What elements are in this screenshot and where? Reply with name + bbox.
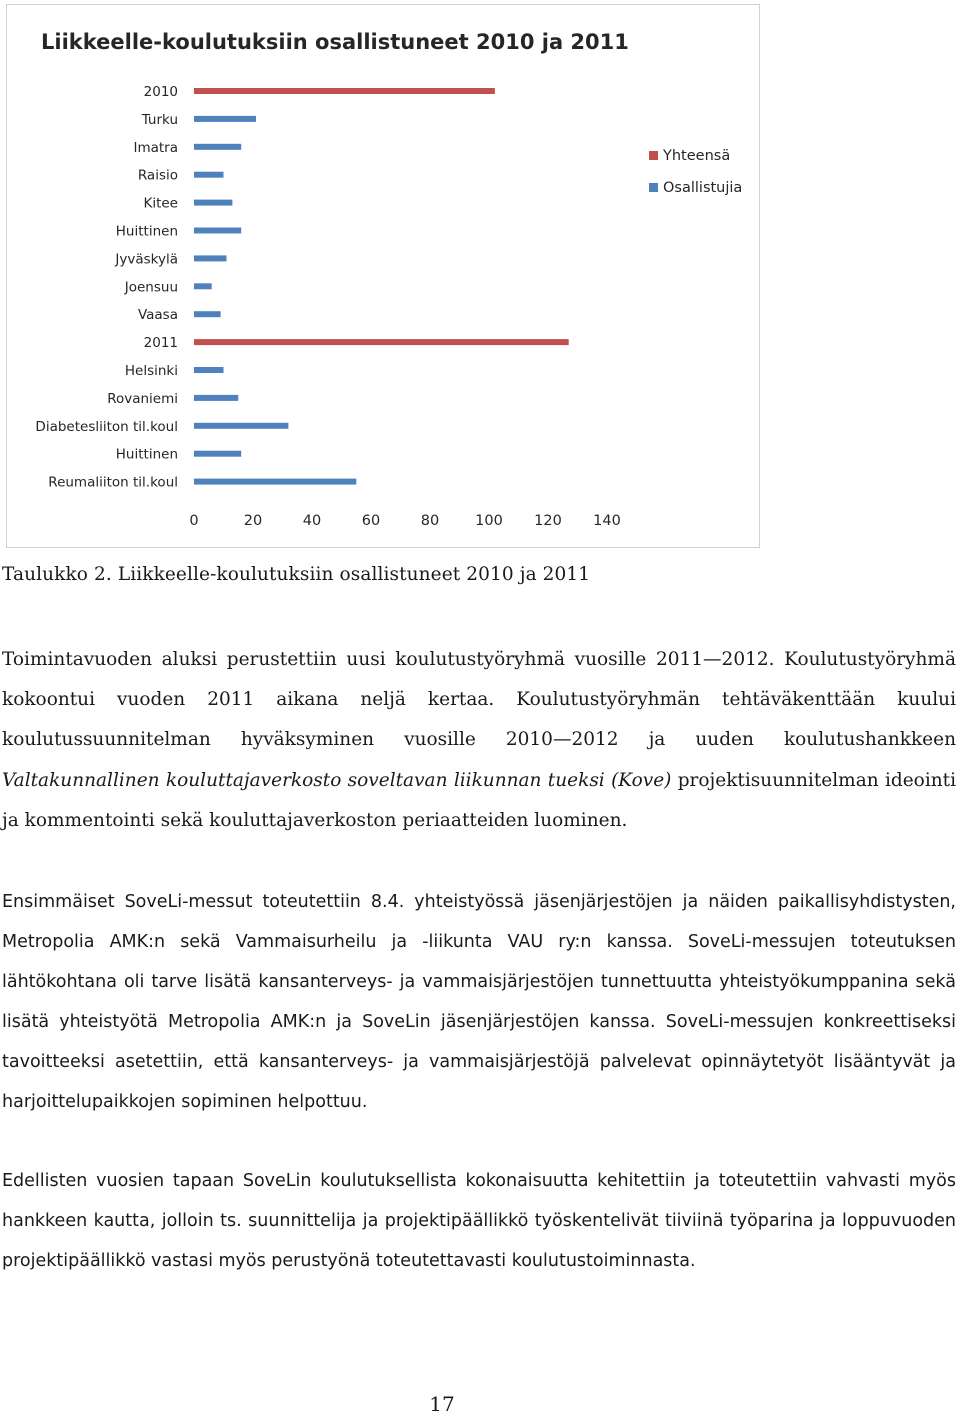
- legend: [649, 148, 742, 196]
- bar: [194, 283, 212, 289]
- paragraph-1-italic: Valtakunnallinen kouluttajaverkosto soveltavan liikunnan tueksi (Kove): [2, 769, 672, 791]
- x-tick-label: 20: [243, 513, 263, 529]
- x-tick-label: 0: [189, 513, 199, 529]
- paragraph-2: Ensimmäiset SoveLi-messut toteutettiin 8.4. yhteistyössä jäsenjärjestöjen ja näiden paikallisyhdistysten, Metropolia AMK:n sekä Vammaisurheilu ja -liikunta VAU ry:n kanssa. SoveLi-messujen toteutuksen lähtökohtana oli tarve lisätä kansanterveys- ja vammaisjärjestöjen tunnettuutta yhteistyökumppanina sekä lisätä yhteistyötä Metropolia AMK:n ja SoveLin jäsenjärjestöjen kanssa. SoveLi-messujen konkreettiseksi tavoitteeksi asetettiin, että kansanterveys- ja vammaisjärjestöjä palvelevat opinnäytetyöt lisääntyvät ja harjoittelupaikkojen sopiminen helpottuu.: [2, 892, 956, 1112]
- category-label: Joensuu: [124, 279, 178, 296]
- x-tick-label: 120: [534, 513, 562, 529]
- x-tick-label: 80: [420, 513, 440, 529]
- paragraph-1-text: Toimintavuoden aluksi perustettiin uusi koulutustyöryhmä vuosille 2011—2012. Koulutustyöryhmä kokoontui vuoden 2011 aikana neljä kertaa. Koulutustyöryhmän tehtäväkenttään kuului koulutussuunnitelman hyväksyminen vuosille 2010—2012 ja uuden koulutushankkeen: [2, 649, 956, 751]
- paragraph-1-text-end: projektisuunnitelman ideointi ja kommentointi sekä kouluttajaverkoston periaatteiden luominen.: [2, 769, 957, 831]
- category-labels: [35, 84, 178, 491]
- legend-swatch: [649, 151, 658, 160]
- bar: [194, 200, 232, 206]
- category-label: Huittinen: [115, 223, 178, 240]
- x-tick-label: 60: [361, 513, 381, 529]
- category-label: Kitee: [143, 195, 178, 212]
- page-number: 17: [429, 1392, 455, 1416]
- category-label: 2010: [143, 84, 178, 100]
- table-caption: Taulukko 2. Liikkeelle-koulutuksiin osallistuneet 2010 ja 2011: [2, 564, 591, 585]
- bar-chart: [6, 4, 760, 548]
- category-label: Imatra: [133, 139, 178, 156]
- paragraph-3: Edellisten vuosien tapaan SoveLin koulutuksellista kokonaisuutta kehitettiin ja toteutettiin vahvasti myös hankkeen kautta, jolloin ts. suunnittelija ja projektipäällikkö työskentelivät tiiviinä työparina ja loppuvuoden projektipäällikkö vastasi myös perustyönä toteutettavasti koulutustoiminnasta.: [2, 1171, 956, 1271]
- legend-swatch: [649, 183, 658, 192]
- bar: [194, 116, 256, 122]
- category-label: Diabetesliiton til.koul: [35, 418, 178, 435]
- bar: [194, 395, 238, 401]
- bar: [194, 423, 288, 429]
- x-tick-label: 140: [593, 513, 621, 529]
- x-tick-label: 40: [302, 513, 322, 529]
- category-label: Rovaniemi: [107, 390, 178, 407]
- x-tick-label: 100: [475, 513, 503, 529]
- bar: [194, 172, 224, 178]
- category-label: Reumaliiton til.koul: [48, 474, 178, 491]
- bar: [194, 311, 221, 317]
- chart-title: Liikkeelle-koulutuksiin osallistuneet 2010 ja 2011: [41, 30, 629, 54]
- category-label: Raisio: [137, 167, 178, 184]
- bar: [194, 451, 241, 457]
- category-label: Vaasa: [137, 307, 178, 324]
- paragraph-1: [2, 640, 956, 841]
- category-label: Helsinki: [124, 363, 178, 379]
- bar: [194, 255, 227, 261]
- category-label: Huittinen: [115, 446, 178, 463]
- x-axis-ticks: [189, 513, 620, 529]
- legend-label: Osallistujia: [663, 180, 743, 196]
- bar: [194, 339, 569, 345]
- bar: [194, 144, 241, 150]
- bar: [194, 479, 356, 485]
- chart-svg: [7, 5, 759, 547]
- bar: [194, 228, 241, 234]
- category-label: Turku: [141, 111, 178, 128]
- bars-layer: [194, 88, 569, 485]
- category-label: Jyväskylä: [115, 251, 178, 268]
- bar: [194, 367, 224, 373]
- bar: [194, 88, 495, 94]
- legend-label: Yhteensä: [663, 148, 731, 164]
- category-label: 2011: [143, 335, 178, 352]
